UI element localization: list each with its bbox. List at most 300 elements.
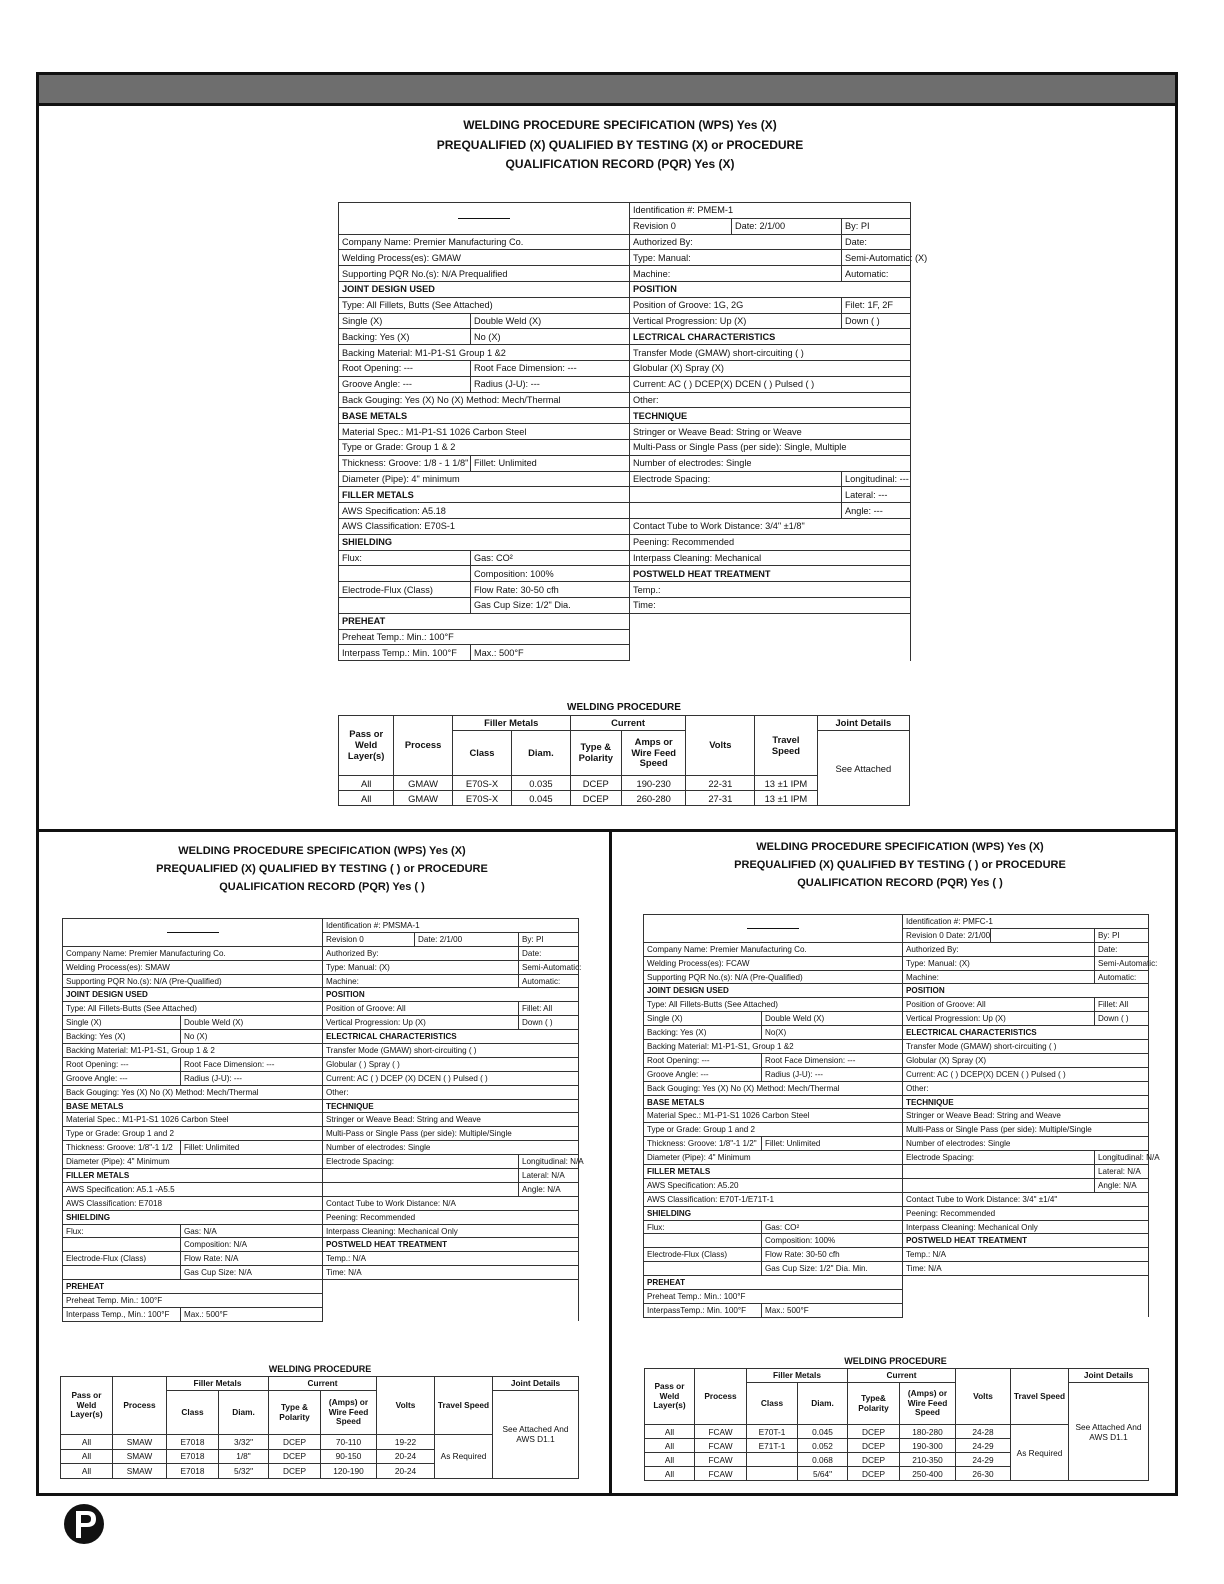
wps-title-line-1: WELDING PROCEDURE SPECIFICATION (WPS) Yes (X): [463, 118, 777, 132]
header-travel-speed: Travel Speed: [1011, 1369, 1069, 1425]
spec-row: [339, 534, 911, 550]
spec-field-composition: Composition: 100%: [471, 566, 630, 582]
spec-field-company: Company Name: Premier Manufacturing Co.: [644, 942, 903, 956]
spec-field-preheat: PREHEAT: [644, 1276, 903, 1290]
logo-placeholder: [63, 919, 323, 947]
spec-row: [63, 946, 579, 960]
spec-field-machine: Machine:: [903, 970, 1095, 984]
spec-row: [63, 1252, 579, 1266]
spec-field-date: Date: 2/1/00: [732, 218, 842, 234]
spec-field-single: Single (X): [63, 1016, 181, 1030]
spec-row: [339, 550, 911, 566]
cell-volts: 19-22: [377, 1435, 435, 1450]
spec-field-base-metals: BASE METALS: [63, 1099, 323, 1113]
header-filler-metals: Filler Metals: [167, 1377, 269, 1391]
header-diam: Diam.: [512, 731, 570, 776]
spec-field-num-electrodes: Number of electrodes: Single: [903, 1137, 1149, 1151]
spec-field-by: By: PI: [1095, 928, 1149, 942]
spec-row: [339, 518, 911, 534]
header-filler-metals: Filler Metals: [747, 1369, 848, 1383]
spec-row: [63, 1280, 579, 1294]
spec-field-identification: Identification #: PMFC-1: [903, 915, 1149, 929]
spec-row: [339, 455, 911, 471]
spec-field-aws-spec: AWS Specification: A5.20: [644, 1178, 903, 1192]
header-volts: Volts: [686, 716, 755, 776]
spec-row: [339, 392, 911, 408]
header-current: Current: [570, 716, 686, 731]
spec-field-type-grade: Type or Grade: Group 1 and 2: [63, 1127, 323, 1141]
spec-field-flow-rate: Flow Rate: 30-50 cfh: [762, 1248, 903, 1262]
header-volts: Volts: [377, 1377, 435, 1435]
cell-pass: All: [61, 1464, 113, 1479]
cell-pass: All: [645, 1439, 695, 1453]
spec-field-diameter: Diameter (Pipe): 4" Minimum: [644, 1151, 903, 1165]
cell-polarity: DCEP: [848, 1453, 900, 1467]
spec-field-thickness: Thickness: Groove: 1/8"-1 1/2": [644, 1137, 762, 1151]
spec-field-temp: Temp.: N/A: [323, 1252, 579, 1266]
wps-title-line-2: PREQUALIFIED (X) QUALIFIED BY TESTING ( ) or PROCEDURE: [734, 859, 1066, 871]
spec-row: [339, 471, 911, 487]
spec-row: [644, 1123, 1149, 1137]
spec-field-num-electrodes: Number of electrodes: Single: [323, 1141, 579, 1155]
spec-field-gas: Gas: CO²: [471, 550, 630, 566]
spec-row: [339, 376, 911, 392]
spec-row: [339, 503, 911, 519]
spec-field-backing-no: No(X): [762, 1026, 903, 1040]
cell-class: E7018: [167, 1435, 219, 1450]
spec-field-groove-angle: Groove Angle: ---: [644, 1067, 762, 1081]
spec-row: [644, 1276, 1149, 1290]
spec-field-globular: Globular (X) Spray (X): [903, 1053, 1149, 1067]
spec-field-welding-processes: Welding Process(es): SMAW: [63, 960, 323, 974]
spec-field-electrode-spacing: Electrode Spacing:: [323, 1155, 519, 1169]
spec-field-radius: Radius (J-U): ---: [471, 376, 630, 392]
spec-field-transfer-mode: Transfer Mode (GMAW) short-circuiting ( ): [630, 345, 911, 361]
spec-field-electrode-flux: Electrode-Flux (Class): [339, 582, 471, 598]
spec-field-company: Company Name: Premier Manufacturing Co.: [339, 234, 630, 250]
spec-field-aws-class: AWS Classification: E70T-1/E71T-1: [644, 1192, 903, 1206]
spec-field-semi-auto: Semi-Automatic:: [1095, 956, 1149, 970]
spec-field-backing-no: No (X): [471, 329, 630, 345]
welding-procedure-heading: WELDING PROCEDURE: [844, 1356, 947, 1366]
spec-field-angle: Angle: ---: [842, 503, 911, 519]
spec-row: [63, 1224, 579, 1238]
spec-row: [63, 1085, 579, 1099]
spec-field-contact-tube: Contact Tube to Work Distance: N/A: [323, 1196, 579, 1210]
spec-field-composition: Composition: N/A: [181, 1238, 323, 1252]
wps-title-line-3: QUALIFICATION RECORD (PQR) Yes (X): [505, 157, 735, 171]
spec-row: [63, 1099, 579, 1113]
spec-empty-cell: [339, 597, 471, 613]
header-travel-speed: Travel Speed: [435, 1377, 493, 1435]
cell-polarity: DCEP: [570, 791, 621, 806]
cell-process: FCAW: [695, 1453, 747, 1467]
spec-field-technique: TECHNIQUE: [903, 1095, 1149, 1109]
welding-procedure-table: [60, 1376, 579, 1479]
cell-pass: All: [61, 1435, 113, 1450]
spec-row: [339, 613, 911, 629]
cell-process: FCAW: [695, 1439, 747, 1453]
spec-field-interpass-temp: InterpassTemp.: Min. 100°F: [644, 1303, 762, 1317]
spec-field-transfer-mode: Transfer Mode (GMAW) short-circuiting ( ): [323, 1044, 579, 1058]
spec-row: [63, 1210, 579, 1224]
spec-field-back-gouging: Back Gouging: Yes (X) No (X) Method: Mech/Thermal: [644, 1081, 903, 1095]
spec-row: [644, 1109, 1149, 1123]
cell-class: E71T-1: [747, 1439, 798, 1453]
spec-field-automatic: Automatic:: [842, 266, 911, 282]
vertical-divider: [609, 831, 612, 1493]
welding-procedure-heading: WELDING PROCEDURE: [567, 702, 681, 713]
header-diam: Diam.: [798, 1383, 848, 1425]
spec-row: [644, 1137, 1149, 1151]
spec-field-preheat-temp: Preheat Temp. Min.: 100°F: [63, 1294, 323, 1308]
cell-amps: 190-300: [900, 1439, 956, 1453]
spec-empty-cell: [903, 1276, 1149, 1318]
cell-amps: 70-110: [321, 1435, 377, 1450]
cell-process: GMAW: [394, 776, 452, 791]
header-diam: Diam.: [219, 1391, 269, 1435]
spec-field-num-electrodes: Number of electrodes: Single: [630, 455, 911, 471]
spec-field-gas-cup: Gas Cup Size: 1/2" Dia.: [471, 597, 630, 613]
spec-field-fillet: Filet: 1F, 2F: [842, 297, 911, 313]
cell-diam: 0.045: [798, 1425, 848, 1439]
spec-field-by: By: PI: [519, 932, 579, 946]
spec-field-longitudinal: Longitudinal: N/A: [1095, 1151, 1149, 1165]
spec-field-interpass-temp: Interpass Temp.: Min. 100°F: [339, 645, 471, 661]
cell-diam: 0.045: [512, 791, 570, 806]
spec-field-groove-angle: Groove Angle: ---: [339, 376, 471, 392]
spec-field-contact-tube: Contact Tube to Work Distance: 3/4" ±1/8": [630, 518, 911, 534]
spec-field-base-metals: BASE METALS: [339, 408, 630, 424]
spec-row: [339, 439, 911, 455]
spec-field-supporting-pqr: Supporting PQR No.(s): N/A Prequalified: [339, 266, 630, 282]
header-amps: (Amps) or Wire Feed Speed: [900, 1383, 956, 1425]
cell-class: E7018: [167, 1449, 219, 1464]
spec-field-double-weld: Double Weld (X): [471, 313, 630, 329]
cell-amps: 250-400: [900, 1467, 956, 1481]
spec-row: [644, 1040, 1149, 1054]
spec-field-aws-class: AWS Classification: E70S-1: [339, 518, 630, 534]
logo-placeholder: [339, 203, 630, 235]
cell-pass: All: [645, 1467, 695, 1481]
spec-row: [644, 1026, 1149, 1040]
spec-field-interpass-temp: Interpass Temp., Min.: 100°F: [63, 1307, 181, 1321]
spec-row: [63, 988, 579, 1002]
spec-field-thickness: Thickness: Groove: 1/8"-1 1/2: [63, 1141, 181, 1155]
spec-field-material-spec: Material Spec.: M1-P1-S1 1026 Carbon Steel: [339, 424, 630, 440]
cell-class: E70S-X: [452, 791, 511, 806]
spec-field-peening: Peening: Recommended: [903, 1206, 1149, 1220]
spec-field-fillet: Fillet: All: [1095, 998, 1149, 1012]
header-type-polarity: Type & Polarity: [570, 731, 621, 776]
spec-row: [644, 1151, 1149, 1165]
spec-field-filler-metals: FILLER METALS: [339, 487, 630, 503]
cell-diam: 0.035: [512, 776, 570, 791]
spec-row: [644, 942, 1149, 956]
spec-field-position: POSITION: [323, 988, 579, 1002]
spec-field-authorized-by: Authorized By:: [323, 946, 519, 960]
rule-mark: [458, 218, 510, 219]
spec-row: [644, 915, 1149, 929]
spec-field-vertical-prog: Vertical Progression: Up (X): [630, 313, 842, 329]
spec-field-technique: TECHNIQUE: [323, 1099, 579, 1113]
spec-field-joint-design: JOINT DESIGN USED: [339, 281, 630, 297]
header-class: Class: [747, 1383, 798, 1425]
spec-field-root-face: Root Face Dimension: ---: [471, 360, 630, 376]
spec-field-back-gouging: Back Gouging: Yes (X) No (X) Method: Mech/Thermal: [339, 392, 630, 408]
header-filler-metals: Filler Metals: [452, 716, 570, 731]
spec-field-filler-metals: FILLER METALS: [644, 1165, 903, 1179]
spec-row: [644, 1067, 1149, 1081]
spec-field-diameter: Diameter (Pipe): 4" minimum: [339, 471, 630, 487]
spec-field-other: Other:: [630, 392, 911, 408]
spec-field-date: Date: 2/1/00: [415, 932, 519, 946]
spec-field-electrical: LECTRICAL CHARACTERISTICS: [630, 329, 911, 345]
cell-amps: 120-190: [321, 1464, 377, 1479]
cell-process: SMAW: [113, 1435, 167, 1450]
spec-row: [644, 1165, 1149, 1179]
header-bar: [39, 75, 1175, 106]
spec-field-date2: Date:: [1095, 942, 1149, 956]
cell-polarity: DCEP: [269, 1464, 321, 1479]
spec-field-type: Type: Manual: (X): [903, 956, 1095, 970]
spec-field-peening: Peening: Recommended: [630, 534, 911, 550]
cell-class: E70S-X: [452, 776, 511, 791]
wps-title: [62, 842, 582, 896]
wps-spec-table: [643, 914, 1160, 1318]
header-pass: Pass or Weld Layer(s): [61, 1377, 113, 1435]
cell-pass: All: [339, 791, 394, 806]
welding-procedure-table: [338, 715, 910, 806]
spec-field-time: Time: N/A: [903, 1262, 1149, 1276]
header-joint-details: Joint Details: [493, 1377, 579, 1391]
cell-polarity: DCEP: [570, 776, 621, 791]
spec-field-position: POSITION: [903, 984, 1149, 998]
spec-field-double-weld: Double Weld (X): [181, 1016, 323, 1030]
spec-row: [63, 1196, 579, 1210]
spec-empty-cell: [63, 1238, 181, 1252]
spec-field-supporting-pqr: Supporting PQR No.(s): N/A (Pre-Qualified): [63, 974, 323, 988]
spec-row: [644, 1081, 1149, 1095]
welding-procedure-table: [644, 1368, 1149, 1481]
cell-diam: 0.068: [798, 1453, 848, 1467]
spec-row: [339, 329, 911, 345]
spec-field-shielding: SHIELDING: [63, 1210, 323, 1224]
spec-field-shielding: SHIELDING: [644, 1206, 903, 1220]
wps-spec-table: [62, 918, 584, 1322]
spec-row: [63, 1071, 579, 1085]
company-logo: [62, 1502, 106, 1546]
cell-diam: 1/8": [219, 1449, 269, 1464]
spec-row: [339, 345, 911, 361]
spec-field-joint-design: JOINT DESIGN USED: [63, 988, 323, 1002]
cell-diam: 0.052: [798, 1439, 848, 1453]
spec-row: [339, 408, 911, 424]
spec-field-back-gouging: Back Gouging: Yes (X) No (X) Method: Mech/Thermal: [63, 1085, 323, 1099]
welding-procedure-heading: WELDING PROCEDURE: [268, 1364, 372, 1374]
spec-empty-cell: [903, 1178, 1095, 1192]
spec-row: [339, 203, 911, 219]
spec-field-stringer: Stringer or Weave Bead: String and Weave: [323, 1113, 579, 1127]
cell-pass: All: [339, 776, 394, 791]
spec-field-vertical-prog: Vertical Progression: Up (X): [903, 1012, 1095, 1026]
spec-empty-cell: [323, 1169, 519, 1183]
horizontal-divider: [39, 829, 1175, 832]
spec-row: [644, 1053, 1149, 1067]
spec-row: [339, 424, 911, 440]
spec-row: [644, 998, 1149, 1012]
joint-details-note: See Attached: [817, 731, 909, 806]
spec-field-position-groove: Position of Groove: All: [323, 1002, 519, 1016]
spec-field-semi-auto: Semi-Automatic: (X): [842, 250, 911, 266]
spec-field-material-spec: Material Spec.: M1-P1-S1 1026 Carbon Steel: [644, 1109, 903, 1123]
spec-field-flux: Flux:: [63, 1224, 181, 1238]
header-amps: (Amps) or Wire Feed Speed: [321, 1391, 377, 1435]
cell-process: GMAW: [394, 791, 452, 806]
spec-row: [63, 1266, 579, 1280]
spec-row: [63, 1155, 579, 1169]
spec-field-position: POSITION: [630, 281, 911, 297]
spec-field-electrical: ELECTRICAL CHARACTERISTICS: [323, 1030, 579, 1044]
cell-pass: All: [61, 1449, 113, 1464]
header-current: Current: [269, 1377, 377, 1391]
spec-field-shielding: SHIELDING: [339, 534, 630, 550]
header-amps: Amps or Wire Feed Speed: [621, 731, 686, 776]
spec-field-fillet-thk: Fillet: Unlimited: [471, 455, 630, 471]
spec-field-preheat: PREHEAT: [63, 1280, 323, 1294]
spec-field-electrode-spacing: Electrode Spacing:: [903, 1151, 1095, 1165]
wps-title-line-3: QUALIFICATION RECORD (PQR) Yes ( ): [797, 877, 1003, 889]
cell-process: SMAW: [113, 1449, 167, 1464]
spec-empty-cell: [644, 1234, 762, 1248]
spec-field-joint-design: JOINT DESIGN USED: [644, 984, 903, 998]
cell-volts: 20-24: [377, 1464, 435, 1479]
cell-process: FCAW: [695, 1467, 747, 1481]
spec-empty-cell: [630, 613, 911, 660]
spec-row: [339, 582, 911, 598]
cell-diam: 5/64": [798, 1467, 848, 1481]
spec-row: [339, 250, 911, 266]
spec-empty-cell: [63, 1266, 181, 1280]
spec-field-radius: Radius (J-U): ---: [762, 1067, 903, 1081]
spec-field-fillet: Fillet: All: [519, 1002, 579, 1016]
spec-field-gas: Gas: CO²: [762, 1220, 903, 1234]
spec-field-date: [991, 928, 1095, 942]
cell-polarity: DCEP: [848, 1439, 900, 1453]
spec-field-revision: Revision 0: [323, 932, 415, 946]
header-joint-details: Joint Details: [817, 716, 909, 731]
spec-field-stringer: Stringer or Weave Bead: String and Weave: [903, 1109, 1149, 1123]
spec-field-by: By: PI: [842, 218, 911, 234]
spec-field-single: Single (X): [339, 313, 471, 329]
spec-empty-cell: [339, 566, 471, 582]
spec-field-peening: Peening: Recommended: [323, 1210, 579, 1224]
wps-title: [640, 838, 1160, 892]
spec-field-backing-no: No (X): [181, 1030, 323, 1044]
spec-empty-cell: [323, 1182, 519, 1196]
spec-field-current: Current: AC ( ) DCEP (X) DCEN ( ) Pulsed ( ): [323, 1071, 579, 1085]
spec-field-multipass: Multi-Pass or Single Pass (per side): Single, Multiple: [630, 439, 911, 455]
spec-field-type: Type: Manual:: [630, 250, 842, 266]
spec-field-interpass-cleaning: Interpass Cleaning: Mechanical Only: [323, 1224, 579, 1238]
spec-empty-cell: [644, 1262, 762, 1276]
travel-speed-note: As Required: [1011, 1425, 1069, 1481]
spec-field-flow-rate: Flow Rate: N/A: [181, 1252, 323, 1266]
spec-field-supporting-pqr: Supporting PQR No.(s): N/A (Pre-Qualified): [644, 970, 903, 984]
cell-pass: All: [645, 1453, 695, 1467]
wps-title: [300, 116, 940, 175]
spec-row: [63, 1044, 579, 1058]
spec-field-authorized-by: Authorized By:: [630, 234, 842, 250]
spec-field-backing: Backing: Yes (X): [644, 1026, 762, 1040]
spec-field-machine: Machine:: [323, 974, 519, 988]
cell-volts: 24-28: [956, 1425, 1011, 1439]
spec-row: [644, 1206, 1149, 1220]
spec-row: [644, 1248, 1149, 1262]
header-volts: Volts: [956, 1369, 1011, 1425]
spec-field-globular: Globular ( ) Spray ( ): [323, 1057, 579, 1071]
cell-diam: 3/32": [219, 1435, 269, 1450]
spec-field-transfer-mode: Transfer Mode (GMAW) short-circuiting ( ): [903, 1040, 1149, 1054]
spec-field-technique: TECHNIQUE: [630, 408, 911, 424]
spec-field-aws-class: AWS Classification: E7018: [63, 1196, 323, 1210]
spec-row: [644, 984, 1149, 998]
spec-field-interpass-cleaning: Interpass Cleaning: Mechanical Only: [903, 1220, 1149, 1234]
spec-row: [339, 281, 911, 297]
spec-row: [339, 234, 911, 250]
spec-field-max-temp: Max.: 500°F: [762, 1303, 903, 1317]
header-process: Process: [113, 1377, 167, 1435]
cell-pass: All: [645, 1425, 695, 1439]
spec-field-lateral: Lateral: ---: [842, 487, 911, 503]
header-pass: Pass or Weld Layer(s): [339, 716, 394, 776]
spec-row: [644, 956, 1149, 970]
spec-field-lateral: Lateral: N/A: [519, 1169, 579, 1183]
cell-volts: 22-31: [686, 776, 755, 791]
spec-field-root-opening: Root Opening: ---: [339, 360, 471, 376]
spec-field-machine: Machine:: [630, 266, 842, 282]
spec-field-composition: Composition: 100%: [762, 1234, 903, 1248]
spec-field-temp: Temp.: N/A: [903, 1248, 1149, 1262]
header-pass: Pass or Weld Layer(s): [645, 1369, 695, 1425]
spec-field-thickness: Thickness: Groove: 1/8 - 1 1/8": [339, 455, 471, 471]
spec-field-automatic: Automatic:: [519, 974, 579, 988]
spec-field-root-face: Root Face Dimension: ---: [181, 1057, 323, 1071]
spec-field-gas-cup: Gas Cup Size: N/A: [181, 1266, 323, 1280]
spec-field-filler-metals: FILLER METALS: [63, 1169, 323, 1183]
spec-row: [644, 1220, 1149, 1234]
cell-process: FCAW: [695, 1425, 747, 1439]
spec-field-identification: Identification #: PMEM-1: [630, 203, 911, 219]
spec-field-electrode-spacing: Electrode Spacing:: [630, 471, 842, 487]
joint-details-note: See Attached And AWS D1.1: [493, 1391, 579, 1479]
header-travel-speed: Travel Speed: [755, 716, 818, 776]
cell-diam: 5/32": [219, 1464, 269, 1479]
wps-title-line-3: QUALIFICATION RECORD (PQR) Yes ( ): [219, 881, 425, 893]
spec-field-electrode-flux: Electrode-Flux (Class): [644, 1248, 762, 1262]
spec-field-identification: Identification #: PMSMA-1: [323, 919, 579, 933]
spec-field-date2: Date:: [842, 234, 911, 250]
spec-row: [339, 360, 911, 376]
cell-volts: 24-29: [956, 1453, 1011, 1467]
spec-field-interpass-cleaning: Interpass Cleaning: Mechanical: [630, 550, 911, 566]
spec-field-type: Type: Manual: (X): [323, 960, 519, 974]
spec-row: [644, 1262, 1149, 1276]
spec-field-lateral: Lateral: N/A: [1095, 1165, 1149, 1179]
spec-field-multipass: Multi-Pass or Single Pass (per side): Multiple/Single: [323, 1127, 579, 1141]
spec-row: [63, 1127, 579, 1141]
spec-field-multipass: Multi-Pass or Single Pass (per side): Multiple/Single: [903, 1123, 1149, 1137]
